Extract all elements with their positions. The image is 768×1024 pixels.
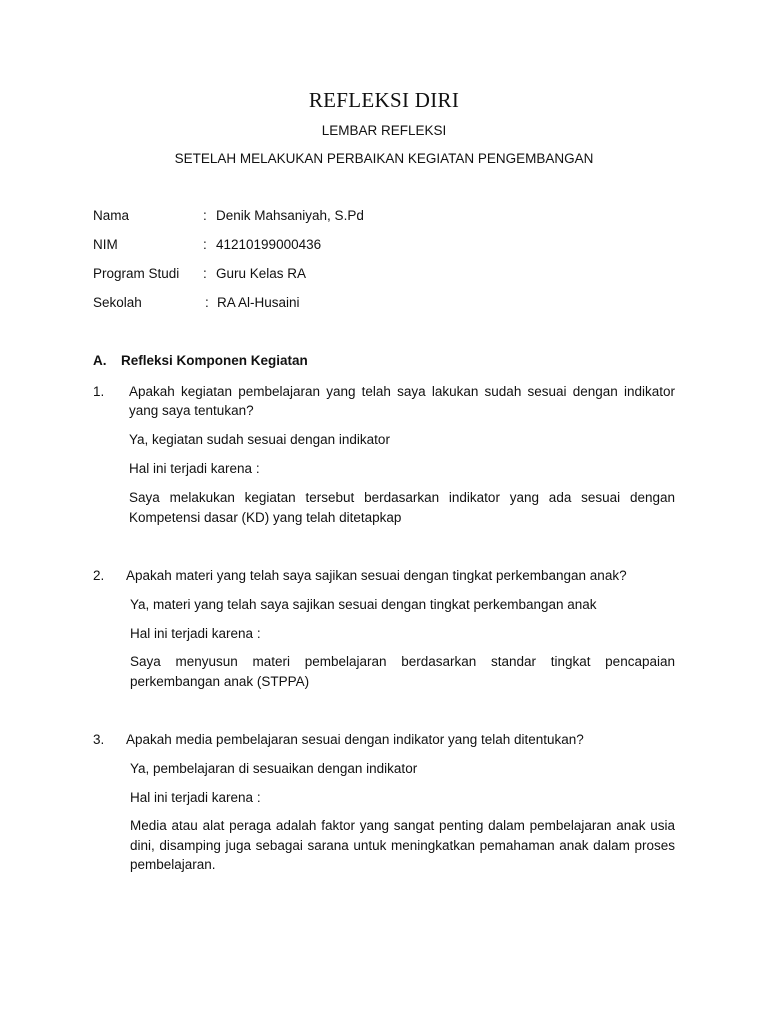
question-number: 2.: [93, 568, 105, 583]
question-3: [93, 730, 675, 749]
question-text: Apakah media pembelajaran sesuai dengan indikator yang telah ditentukan?: [126, 732, 584, 747]
identity-value: 41210199000436: [216, 237, 322, 252]
identity-label: Program Studi: [93, 266, 180, 281]
question-number: 3.: [93, 732, 105, 747]
question-2: [93, 566, 675, 585]
identity-label: Sekolah: [93, 295, 142, 310]
answer-text: Ya, pembelajaran di sesuaikan dengan indikator: [130, 761, 418, 776]
identity-value: Denik Mahsaniyah, S.Pd: [216, 208, 364, 223]
reason-text: Saya melakukan kegiatan tersebut berdasarkan indikator yang ada sesuai dengan Kompetensi dasar (KD) yang telah ditetapkap: [129, 490, 675, 525]
identity-label: Nama: [93, 208, 130, 223]
document-subtitle: LEMBAR REFLEKSI: [321, 123, 447, 138]
identity-colon: :: [203, 266, 207, 281]
identity-label: NIM: [93, 237, 118, 252]
identity-colon: :: [203, 237, 207, 252]
question-text: Apakah materi yang telah saya sajikan sesuai dengan tingkat perkembangan anak?: [126, 568, 627, 583]
identity-value: Guru Kelas RA: [216, 266, 307, 281]
question-number: 1.: [93, 384, 105, 399]
reason-text: Saya menyusun materi pembelajaran berdasarkan standar tingkat pencapaian perkembangan anak (STPPA): [130, 654, 675, 689]
reason-label: Hal ini terjadi karena :: [130, 790, 261, 805]
question-1: [93, 382, 675, 420]
reason-text: Media atau alat peraga adalah faktor yang sangat penting dalam pembelajaran anak usia dini, disamping juga sebagai sarana untuk meningkatkan pemahaman anak dalam proses pembelajaran.: [130, 818, 675, 872]
identity-value: RA Al-Husaini: [217, 295, 300, 310]
section-letter: A.: [93, 353, 107, 368]
section-title: Refleksi Komponen Kegiatan: [121, 353, 308, 368]
reason-label: Hal ini terjadi karena :: [130, 626, 261, 641]
question-text: Apakah kegiatan pembelajaran yang telah saya lakukan sudah sesuai dengan indikator yang saya tentukan?: [129, 384, 675, 418]
section-heading: [93, 353, 308, 368]
answer-text: Ya, materi yang telah saya sajikan sesuai dengan tingkat perkembangan anak: [130, 597, 597, 612]
identity-colon: :: [203, 208, 207, 223]
answer-text: Ya, kegiatan sudah sesuai dengan indikator: [129, 432, 390, 447]
reason-label: Hal ini terjadi karena :: [129, 461, 260, 476]
document-title: REFLEKSI DIRI: [308, 88, 460, 112]
document-subtitle-2: SETELAH MELAKUKAN PERBAIKAN KEGIATAN PENGEMBANGAN: [174, 151, 594, 166]
identity-colon: :: [205, 295, 209, 310]
